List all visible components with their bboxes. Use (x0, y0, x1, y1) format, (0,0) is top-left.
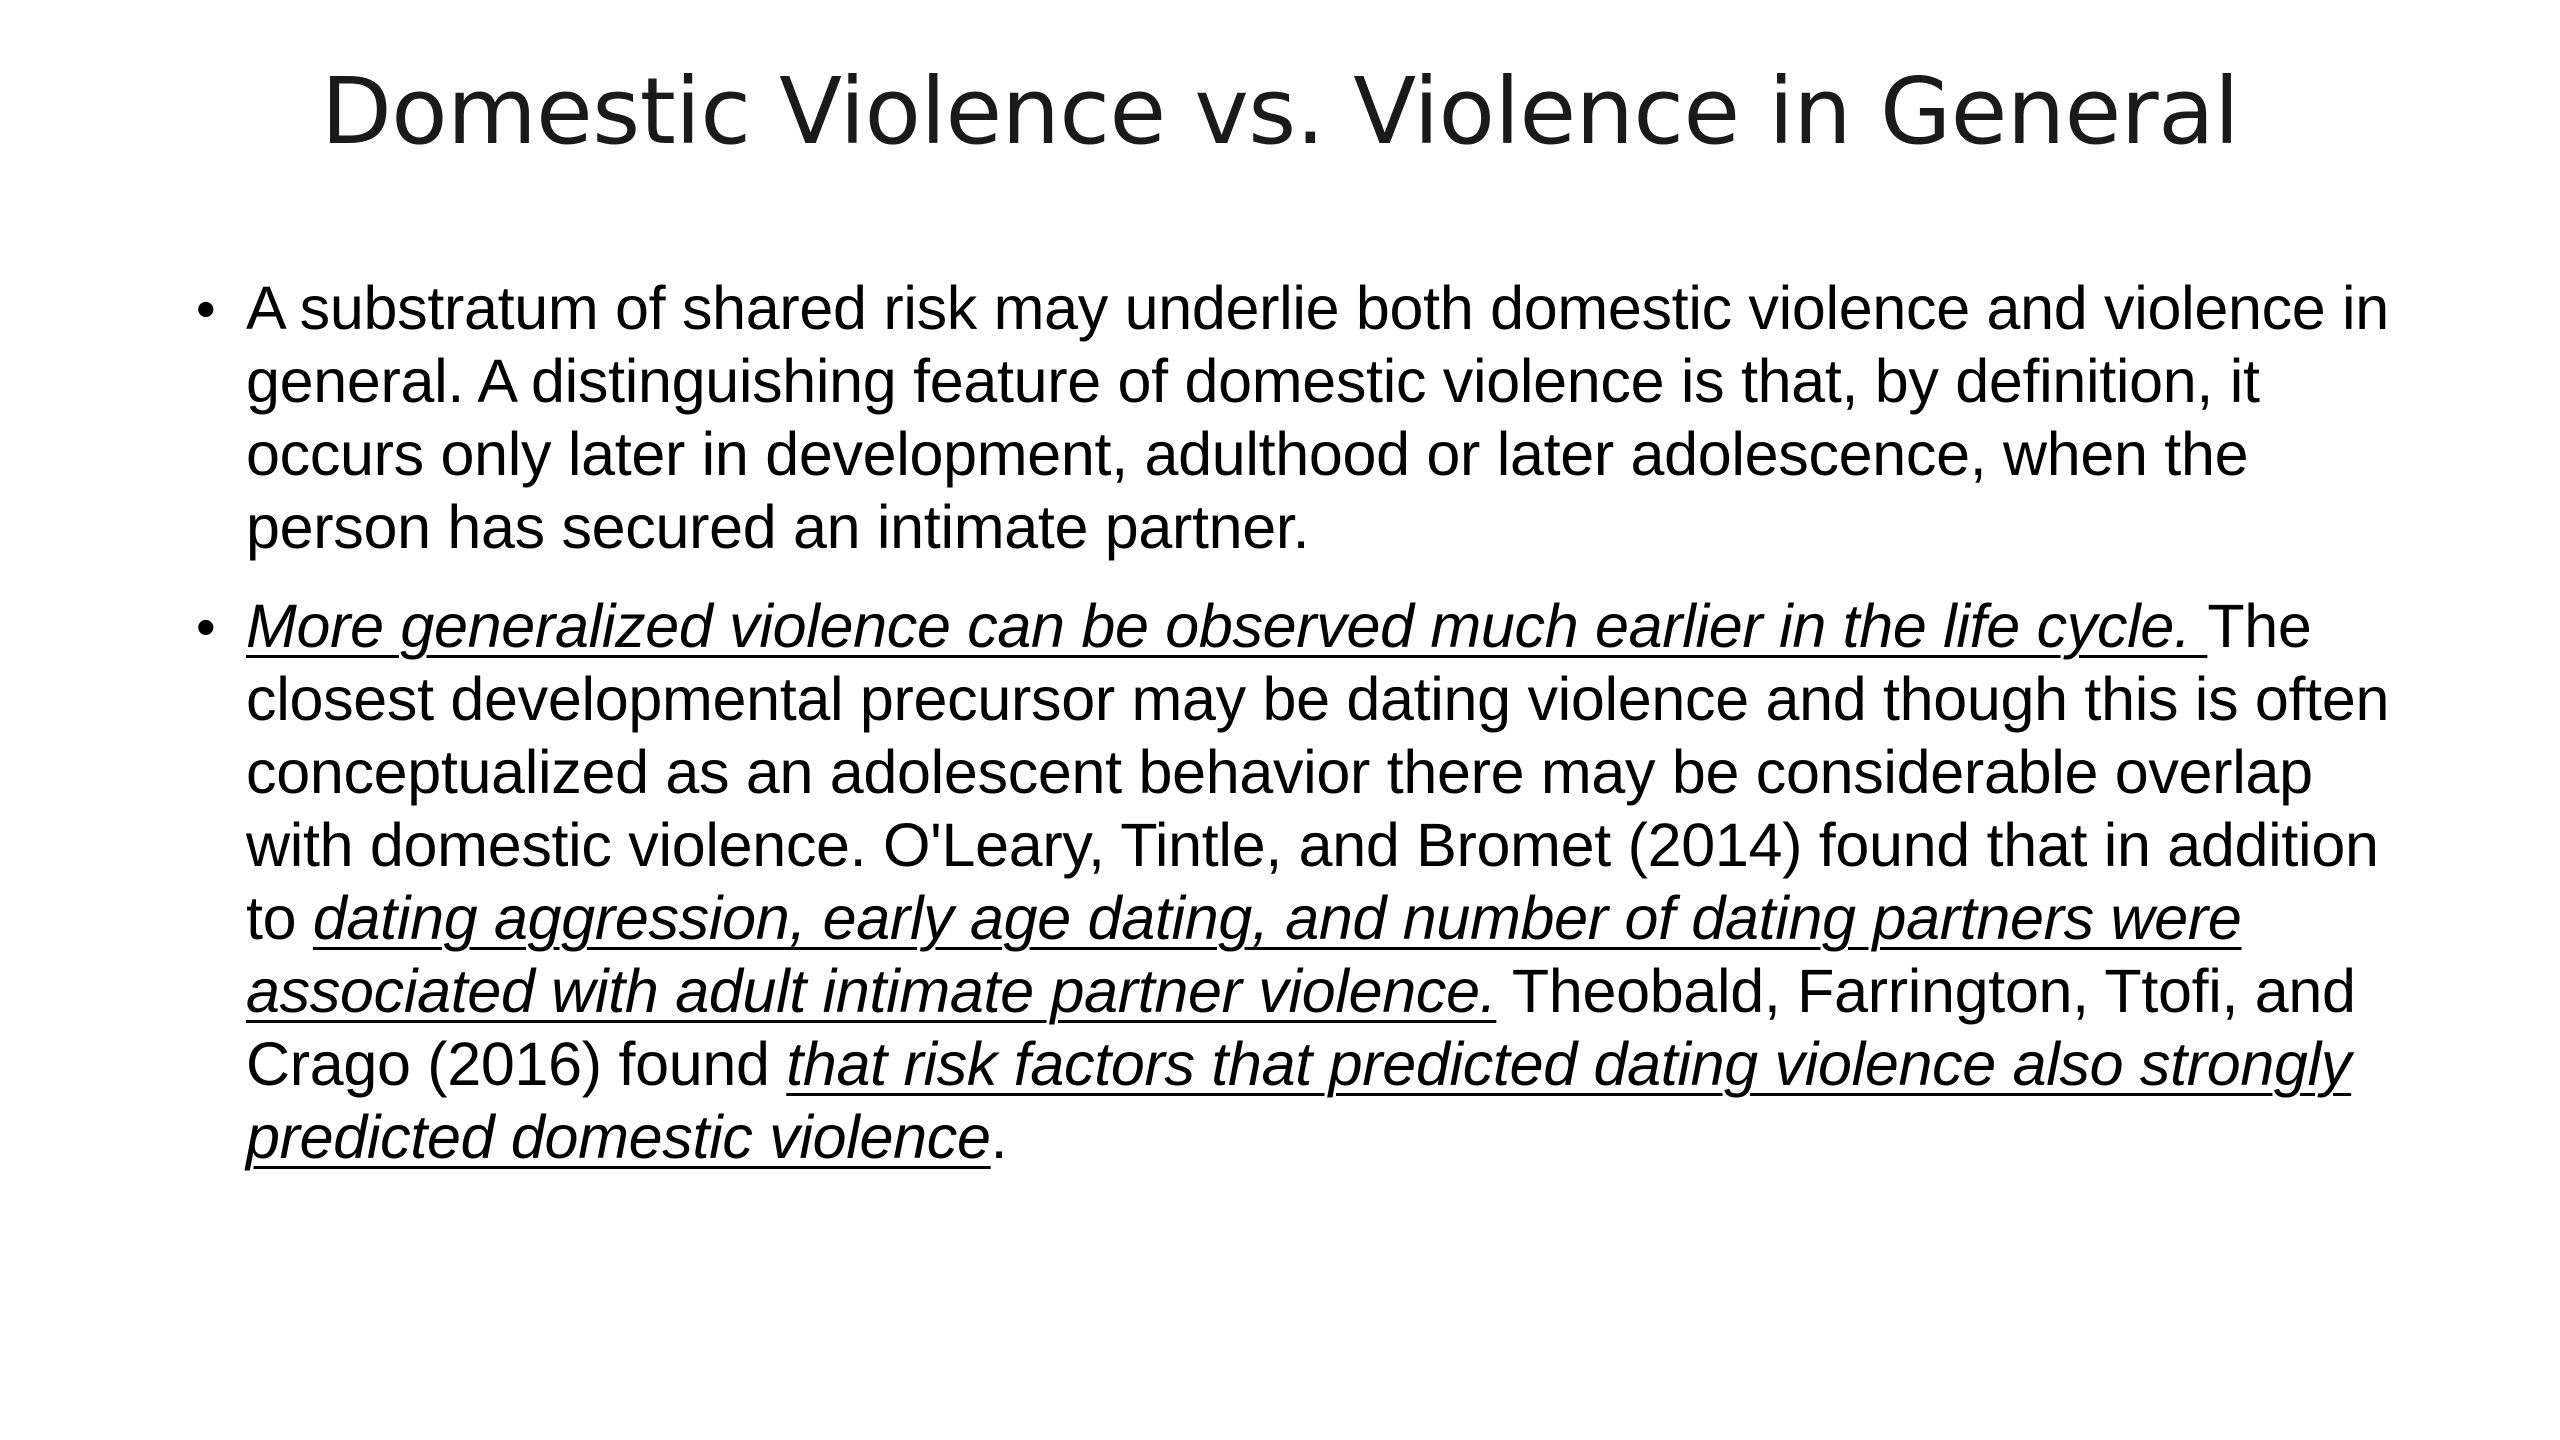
bullet-dot-icon: • (196, 277, 216, 340)
slide-title: Domestic Violence vs. Violence in General (320, 58, 2240, 165)
bullet-list (196, 272, 2436, 1200)
bullet-item-2 (196, 590, 2436, 1174)
bullet-2-emphasis-3: that risk factors that predicted dating violence also strongly predicted domestic violence (246, 1030, 2352, 1171)
bullet-2-emphasis-2: dating aggression, early age dating, and number of dating partners were associated with adult intimate partner violence. (246, 884, 2242, 1025)
bullet-1-text: A substratum of shared risk may underlie both domestic violence and violence in general. A distinguishing feature of domestic violence is that, by definition, it occurs only later in development, adulthood or later adolescence, when the person has secured an intimate partner. (246, 274, 2389, 561)
bullet-2-emphasis-1: More generalized violence can be observed much earlier in the life cycle. (246, 592, 2208, 660)
bullet-2-text-1: The closest developmental precursor may be dating violence and though this is often conceptualized as an adolescent behavior there may be considerable overlap with domestic violence. O'Leary, Tintle, and Bromet (2014) found that in addition to (246, 592, 2390, 952)
bullet-item-1 (196, 272, 2436, 564)
bullet-2-text-3: . (990, 1103, 1008, 1171)
bullet-2-text-2: Theobald, Farrington, Ttofi, and Crago (2016) found (246, 957, 2356, 1098)
bullet-dot-icon: • (196, 595, 216, 658)
